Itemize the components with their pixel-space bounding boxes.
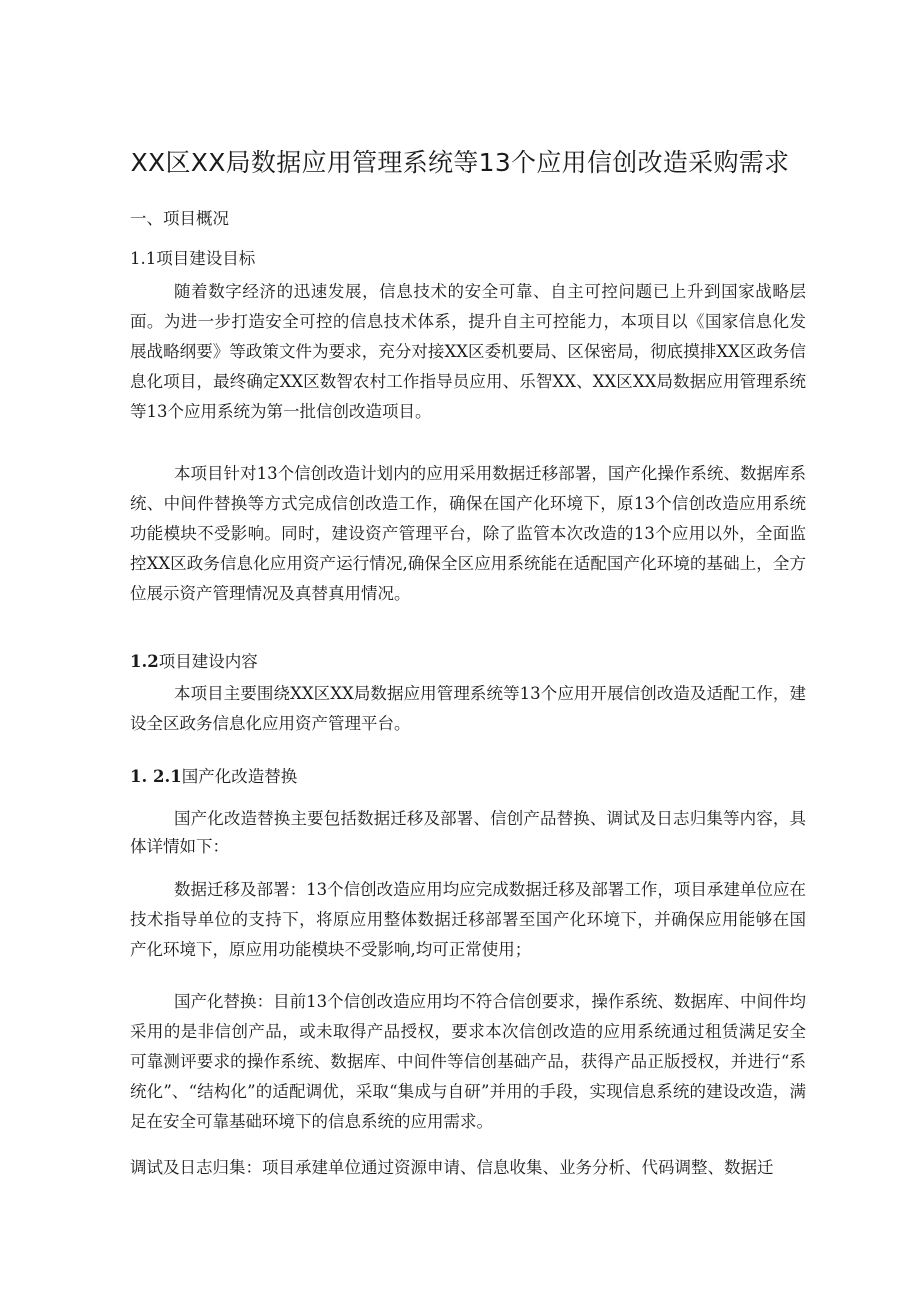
subsubsection-heading-replacement bbox=[130, 763, 297, 787]
paragraph-replacement-3: 国产化替换：目前13个信创改造应用均不符合信创要求，操作系统、数据库、中间件均采用的是非信创产品，或未取得产品授权，要求本次信创改造的应用系统通过租赁满足安全可靠测评要求的操作系统、数据库、中间件等信创基础产品，获得产品正版授权，并进行“系统化”、“结构化”的适配调优，采取“集成与自研”并用的手段，实现信息系统的建设改造，满足在安全可靠基础环境下的信息系统的应用需求。 bbox=[130, 992, 806, 1131]
subsection-number: 1.1 bbox=[130, 249, 157, 268]
paragraph-replacement-1: 国产化改造替换主要包括数据迁移及部署、信创产品替换、调试及日志归集等内容，具体详情如下： bbox=[130, 809, 806, 856]
subsection-label: 项目建设内容 bbox=[158, 652, 258, 671]
paragraph-goal-2: 本项目针对13个信创改造计划内的应用采用数据迁移部署，国产化操作系统、数据库系统、中间件替换等方式完成信创改造工作，确保在国产化环境下，原13个信创改造应用系统功能模块不受影响。同时，建设资产管理平台，除了监管本次改造的13个应用以外，全面监控XX区政务信息化应用资产运行情况,确保全区应用系统能在适配国产化环境的基础上，全方位展示资产管理情况及真替真用情况。 bbox=[130, 464, 806, 603]
subsection-number: 1.2 bbox=[130, 652, 159, 671]
subsubsection-number: 1. 2.1 bbox=[130, 767, 182, 786]
paragraph-content-1: 本项目主要围绕XX区XX局数据应用管理系统等13个应用开展信创改造及适配工作，建设全区政务信息化应用资产管理平台。 bbox=[130, 684, 806, 733]
subsubsection-label: 国产化改造替换 bbox=[181, 767, 298, 786]
paragraph-goal-1: 随着数字经济的迅速发展，信息技术的安全可靠、自主可控问题已上升到国家战略层面。为进一步打造安全可控的信息技术体系，提升自主可控能力，本项目以《国家信息化发展战略纲要》等政策文件为要求，充分对接XX区委机要局、区保密局，彻底摸排XX区政务信息化项目，最终确定XX区数智农村工作指导员应用、乐智XX、XX区XX局数据应用管理系统等13个应用系统为第一批信创改造项目。 bbox=[130, 282, 806, 421]
subsection-heading-goal bbox=[130, 245, 255, 269]
paragraph-replacement-4: 调试及日志归集：项目承建单位通过资源申请、信息收集、业务分析、代码调整、数据迁 bbox=[130, 1158, 774, 1177]
document-title: XX区XX局数据应用管理系统等13个应用信创改造采购需求 bbox=[130, 148, 790, 177]
section-heading-overview: 一、项目概况 bbox=[130, 209, 229, 228]
paragraph-replacement-2: 数据迁移及部署：13个信创改造应用均应完成数据迁移及部署工作，项目承建单位应在技术指导单位的支持下，将原应用整体数据迁移部署至国产化环境下，并确保应用能够在国产化环境下，原应用功能模块不受影响,均可正常使用； bbox=[130, 880, 806, 959]
subsection-label: 项目建设目标 bbox=[156, 249, 256, 268]
subsection-heading-content bbox=[130, 648, 258, 672]
